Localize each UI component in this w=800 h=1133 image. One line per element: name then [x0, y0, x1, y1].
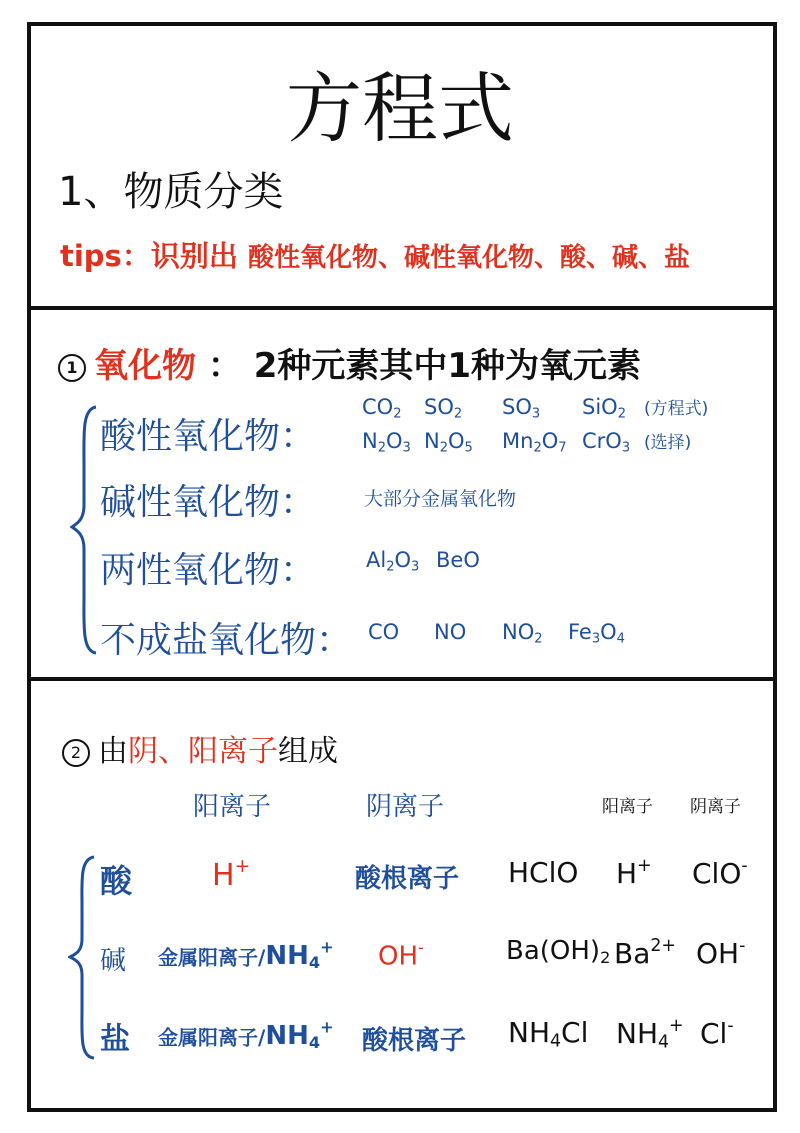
row-salt-cation-text: 金属阳离子/	[158, 1025, 266, 1050]
formula-mn2o7: $Mn_2O_7$	[502, 429, 567, 456]
acidic-oxide-row1	[362, 394, 708, 421]
formula-so2: $SO_2$	[424, 395, 463, 422]
formula-sio2: SiO$_2$	[582, 395, 626, 422]
row-base-name: 碱	[100, 946, 127, 976]
row-acid-anion: 酸根离子	[355, 864, 460, 894]
tips-line	[60, 234, 690, 275]
formula-no2: $NO_2$	[502, 620, 543, 647]
section1-heading: 1、物质分类	[58, 169, 284, 215]
page-title: 方程式	[286, 64, 514, 153]
acidic-row2-note: (选择)	[644, 433, 692, 453]
row-acid-cation: H+	[212, 856, 251, 894]
oxides-heading	[58, 338, 641, 387]
basic-oxide-example: 大部分金属氧化物	[364, 488, 517, 510]
section2-prefix: 由	[98, 734, 128, 769]
oxides-definition: 2种元素其中1种为氧元素	[253, 346, 642, 386]
acidic-row1-note: (方程式)	[644, 399, 709, 419]
column-header-anion-small: 阴离子	[690, 797, 741, 817]
ions-brace	[68, 855, 98, 1060]
section2-ions: 阴、阳离子	[128, 734, 278, 769]
row-base-anion: OH-	[378, 938, 424, 972]
formula-beo: BeO	[436, 548, 480, 572]
formula-co2: $CO_2$	[362, 395, 402, 422]
formula-no: NO	[434, 620, 467, 644]
row-acid-example-cation: H+	[616, 856, 652, 891]
row-salt-example-cation: $NH_4^+$	[616, 1016, 684, 1053]
row-base-example-anion: OH-	[696, 936, 746, 971]
row-salt-example-anion: Cl-	[700, 1016, 734, 1051]
column-header-anion: 阴离子	[366, 792, 445, 822]
divider-1	[27, 306, 777, 310]
row-salt-cation	[158, 1018, 334, 1052]
section2-suffix: 组成	[278, 734, 338, 769]
neutral-oxide-label: 不成盐氧化物：	[100, 620, 353, 661]
amphoteric-oxide-label: 两性氧化物：	[100, 550, 317, 591]
oxides-name: 氧化物	[94, 346, 196, 386]
oxides-brace	[70, 405, 100, 655]
divider-2	[27, 677, 777, 681]
row-base-example: $Ba(OH)_2$	[506, 936, 611, 968]
formula-n2o5: $N_2O_5$	[424, 429, 473, 456]
column-header-cation-small: 阳离子	[602, 797, 653, 817]
oxides-colon: ：	[207, 346, 242, 386]
circle-number-2: 2	[62, 739, 90, 767]
neutral-oxide-examples	[368, 620, 625, 646]
column-header-cation: 阳离子	[193, 792, 272, 822]
formula-co: CO	[368, 620, 400, 644]
formula-fe3o4: $Fe_3O_4$	[568, 620, 625, 647]
acidic-oxide-row2	[362, 428, 691, 455]
tips-text: 识别出	[150, 239, 238, 273]
formula-cro3: CrO$_3$	[582, 429, 631, 456]
row-base-example-cation: $Ba^{2+}$	[614, 936, 676, 971]
row-acid-name: 酸	[100, 862, 133, 900]
circle-number-1: 1	[58, 354, 86, 382]
row-salt-example: $NH_4Cl$	[508, 1016, 589, 1052]
row-base-cation	[158, 938, 334, 972]
basic-oxide-label: 碱性氧化物：	[100, 482, 317, 523]
row-salt-anion: 酸根离子	[362, 1026, 467, 1056]
formula-n2o3: $N_2O_3$	[362, 429, 411, 456]
row-salt-name: 盐	[100, 1022, 130, 1057]
formula-nh4-base: $NH_4^+$	[265, 938, 334, 973]
formula-nh4-salt: $NH_4^+$	[265, 1018, 334, 1053]
amphoteric-oxide-examples	[366, 548, 480, 574]
tips-items: 酸性氧化物、碱性氧化物、酸、碱、盐	[247, 243, 690, 273]
row-base-cation-text: 金属阳离子/	[158, 945, 266, 970]
formula-so3: $SO_3$	[502, 395, 541, 422]
tips-label: tips：	[60, 239, 151, 273]
section2-heading	[62, 726, 338, 770]
acidic-oxide-label: 酸性氧化物：	[100, 416, 317, 457]
row-acid-example-anion: ClO-	[692, 856, 748, 891]
formula-al2o3: $Al_2O_3$	[366, 548, 420, 575]
row-acid-example: HClO	[508, 856, 579, 889]
